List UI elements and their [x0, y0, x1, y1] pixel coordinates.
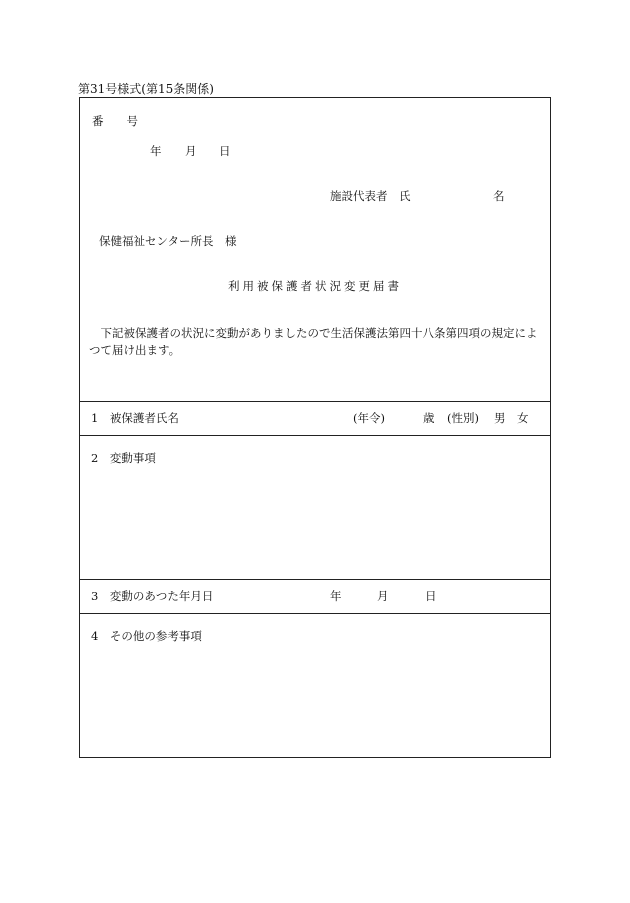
item3-month-label: 月 [377, 589, 389, 603]
item3-day-label: 日 [425, 589, 437, 603]
item1-age-unit: 歳 [423, 411, 435, 425]
date-year-label: 年 [150, 144, 162, 158]
item1-beneficiary-name-label: 1 被保護者氏名 [91, 411, 179, 425]
item1-gender-male: 男 [494, 411, 506, 425]
item1-gender-label: (性別) [447, 411, 479, 425]
date-month-label: 月 [185, 144, 197, 158]
representative-name-label: 施設代表者 氏 [330, 189, 411, 203]
item2-change-matters-label: 2 変動事項 [91, 451, 156, 465]
representative-name-suffix: 名 [493, 189, 505, 203]
date-day-label: 日 [219, 144, 231, 158]
form-frame [79, 97, 551, 758]
divider-item3-bottom [79, 613, 551, 614]
divider-item1-top [79, 401, 551, 402]
divider-item3-top [79, 579, 551, 580]
form-number-label: 第31号様式(第15条関係) [78, 82, 214, 96]
item3-change-date-label: 3 変動のあつた年月日 [91, 589, 214, 603]
item1-gender-female: 女 [517, 411, 529, 425]
item4-other-remarks-label: 4 その他の参考事項 [91, 629, 202, 643]
divider-item1-bottom [79, 435, 551, 436]
document-title: 利用被保護者状況変更届書 [228, 279, 402, 293]
notification-statement: 下記被保護者の状況に変動がありましたので生活保護法第四十八条第四項の規定によつて届け出ます。 [89, 326, 538, 357]
item1-age-label: (年令) [353, 411, 385, 425]
reference-number-label: 番 号 [92, 114, 138, 128]
addressee-label: 保健福祉センター所長 様 [99, 234, 237, 248]
item3-year-label: 年 [330, 589, 342, 603]
